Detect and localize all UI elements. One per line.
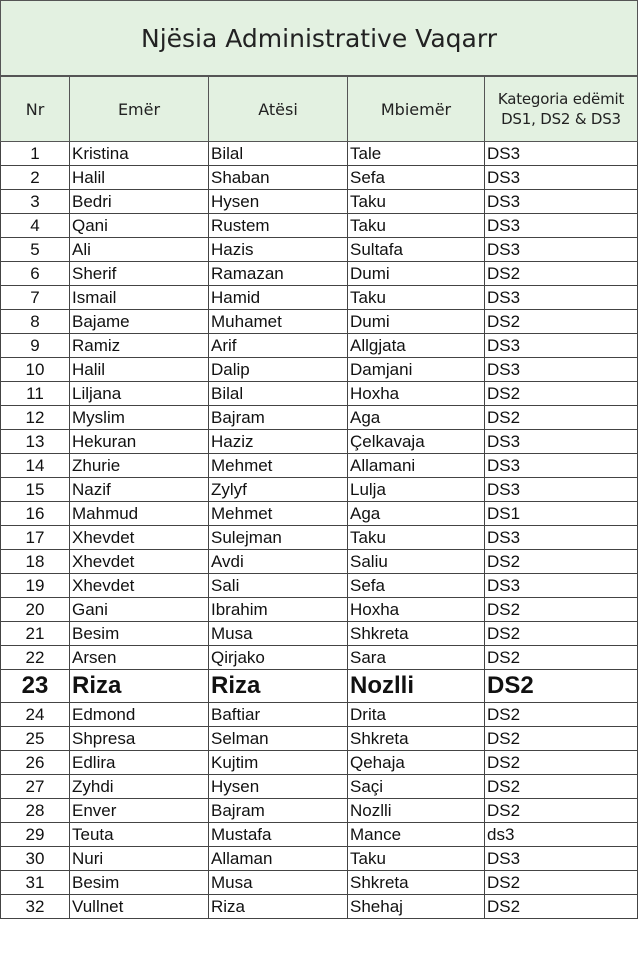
cell-emer: Halil [70, 166, 209, 190]
cell-atesi: Bilal [209, 142, 348, 166]
cell-kategoria: DS2 [485, 550, 638, 574]
cell-emer: Bajame [70, 310, 209, 334]
cell-nr: 19 [1, 574, 70, 598]
cell-nr: 29 [1, 823, 70, 847]
cell-kategoria: DS1 [485, 502, 638, 526]
cell-emer: Edlira [70, 751, 209, 775]
cell-kategoria: DS2 [485, 895, 638, 919]
cell-emer: Arsen [70, 646, 209, 670]
cell-nr: 8 [1, 310, 70, 334]
table-row [1, 430, 638, 454]
cell-mbiemer: Aga [348, 406, 485, 430]
table-row [1, 775, 638, 799]
cell-mbiemer: Sultafa [348, 238, 485, 262]
table-row [1, 799, 638, 823]
table-row [1, 214, 638, 238]
cell-mbiemer: Taku [348, 847, 485, 871]
table-row [1, 895, 638, 919]
table-row [1, 670, 638, 703]
header-emer: Emër [70, 77, 209, 142]
cell-atesi: Selman [209, 727, 348, 751]
table-row [1, 454, 638, 478]
cell-kategoria: DS2 [485, 310, 638, 334]
cell-nr: 4 [1, 214, 70, 238]
cell-kategoria: DS3 [485, 478, 638, 502]
cell-emer: Enver [70, 799, 209, 823]
cell-kategoria: DS3 [485, 166, 638, 190]
cell-atesi: Hysen [209, 775, 348, 799]
cell-nr: 16 [1, 502, 70, 526]
damage-table [0, 76, 638, 919]
cell-mbiemer: Sefa [348, 166, 485, 190]
cell-mbiemer: Drita [348, 703, 485, 727]
header-row [1, 77, 638, 142]
table-row [1, 166, 638, 190]
header-kategoria-line1: Kategoria edëmit [497, 90, 625, 108]
cell-atesi: Bilal [209, 382, 348, 406]
cell-kategoria: DS3 [485, 430, 638, 454]
cell-emer: Bedri [70, 190, 209, 214]
cell-nr: 1 [1, 142, 70, 166]
table-row [1, 238, 638, 262]
cell-mbiemer: Shkreta [348, 727, 485, 751]
cell-mbiemer: Taku [348, 190, 485, 214]
cell-nr: 27 [1, 775, 70, 799]
cell-nr: 28 [1, 799, 70, 823]
cell-emer: Halil [70, 358, 209, 382]
cell-emer: Ismail [70, 286, 209, 310]
cell-mbiemer: Shkreta [348, 622, 485, 646]
cell-atesi: Sali [209, 574, 348, 598]
cell-kategoria: DS2 [485, 751, 638, 775]
table-row [1, 646, 638, 670]
table-row [1, 751, 638, 775]
cell-atesi: Baftiar [209, 703, 348, 727]
cell-emer: Vullnet [70, 895, 209, 919]
cell-emer: Hekuran [70, 430, 209, 454]
cell-kategoria: DS2 [485, 799, 638, 823]
cell-mbiemer: Shkreta [348, 871, 485, 895]
cell-kategoria: DS3 [485, 334, 638, 358]
cell-atesi: Arif [209, 334, 348, 358]
cell-atesi: Musa [209, 871, 348, 895]
cell-nr: 32 [1, 895, 70, 919]
cell-nr: 30 [1, 847, 70, 871]
cell-nr: 10 [1, 358, 70, 382]
cell-emer: Ramiz [70, 334, 209, 358]
cell-kategoria: DS2 [485, 262, 638, 286]
cell-nr: 25 [1, 727, 70, 751]
cell-mbiemer: Nozlli [348, 670, 485, 703]
cell-emer: Nazif [70, 478, 209, 502]
cell-emer: Kristina [70, 142, 209, 166]
cell-atesi: Riza [209, 895, 348, 919]
cell-atesi: Kujtim [209, 751, 348, 775]
table-row [1, 526, 638, 550]
table-row [1, 574, 638, 598]
cell-emer: Sherif [70, 262, 209, 286]
table-row [1, 190, 638, 214]
table-row [1, 358, 638, 382]
cell-emer: Myslim [70, 406, 209, 430]
cell-nr: 31 [1, 871, 70, 895]
cell-emer: Xhevdet [70, 550, 209, 574]
table-row [1, 334, 638, 358]
table-row [1, 550, 638, 574]
cell-kategoria: DS3 [485, 286, 638, 310]
cell-kategoria: DS3 [485, 574, 638, 598]
cell-atesi: Mustafa [209, 823, 348, 847]
table-row [1, 871, 638, 895]
cell-kategoria: DS2 [485, 622, 638, 646]
cell-emer: Zyhdi [70, 775, 209, 799]
cell-atesi: Mehmet [209, 502, 348, 526]
table-row [1, 142, 638, 166]
header-atesi: Atësi [209, 77, 348, 142]
cell-kategoria: DS2 [485, 382, 638, 406]
cell-mbiemer: Saçi [348, 775, 485, 799]
cell-mbiemer: Taku [348, 526, 485, 550]
cell-mbiemer: Qehaja [348, 751, 485, 775]
cell-atesi: Shaban [209, 166, 348, 190]
cell-emer: Besim [70, 622, 209, 646]
cell-mbiemer: Damjani [348, 358, 485, 382]
cell-kategoria: DS3 [485, 190, 638, 214]
cell-kategoria: DS2 [485, 727, 638, 751]
cell-emer: Ali [70, 238, 209, 262]
table-row [1, 847, 638, 871]
cell-atesi: Bajram [209, 799, 348, 823]
cell-atesi: Avdi [209, 550, 348, 574]
cell-mbiemer: Taku [348, 214, 485, 238]
cell-atesi: Ibrahim [209, 598, 348, 622]
cell-emer: Xhevdet [70, 526, 209, 550]
cell-mbiemer: Çelkavaja [348, 430, 485, 454]
cell-kategoria: DS2 [485, 775, 638, 799]
cell-kategoria: DS3 [485, 847, 638, 871]
cell-nr: 5 [1, 238, 70, 262]
cell-atesi: Muhamet [209, 310, 348, 334]
table-row [1, 286, 638, 310]
cell-nr: 3 [1, 190, 70, 214]
cell-mbiemer: Allamani [348, 454, 485, 478]
table-row [1, 598, 638, 622]
cell-mbiemer: Sefa [348, 574, 485, 598]
cell-mbiemer: Tale [348, 142, 485, 166]
cell-atesi: Ramazan [209, 262, 348, 286]
table-row [1, 622, 638, 646]
cell-nr: 6 [1, 262, 70, 286]
cell-emer: Mahmud [70, 502, 209, 526]
cell-nr: 18 [1, 550, 70, 574]
cell-emer: Shpresa [70, 727, 209, 751]
cell-nr: 9 [1, 334, 70, 358]
cell-nr: 12 [1, 406, 70, 430]
cell-kategoria: DS3 [485, 526, 638, 550]
cell-nr: 15 [1, 478, 70, 502]
cell-mbiemer: Dumi [348, 262, 485, 286]
cell-mbiemer: Allgjata [348, 334, 485, 358]
table-row [1, 382, 638, 406]
cell-nr: 7 [1, 286, 70, 310]
cell-mbiemer: Shehaj [348, 895, 485, 919]
cell-kategoria: DS3 [485, 214, 638, 238]
cell-atesi: Allaman [209, 847, 348, 871]
header-mbiemer: Mbiemër [348, 77, 485, 142]
cell-atesi: Riza [209, 670, 348, 703]
table-row [1, 478, 638, 502]
cell-atesi: Qirjako [209, 646, 348, 670]
cell-emer: Gani [70, 598, 209, 622]
cell-emer: Xhevdet [70, 574, 209, 598]
cell-atesi: Musa [209, 622, 348, 646]
cell-emer: Zhurie [70, 454, 209, 478]
cell-kategoria: DS2 [485, 646, 638, 670]
cell-kategoria: DS2 [485, 598, 638, 622]
table-row [1, 727, 638, 751]
cell-atesi: Sulejman [209, 526, 348, 550]
table-row [1, 502, 638, 526]
cell-mbiemer: Taku [348, 286, 485, 310]
cell-atesi: Dalip [209, 358, 348, 382]
cell-kategoria: ds3 [485, 823, 638, 847]
cell-atesi: Hazis [209, 238, 348, 262]
cell-nr: 13 [1, 430, 70, 454]
cell-mbiemer: Nozlli [348, 799, 485, 823]
cell-mbiemer: Dumi [348, 310, 485, 334]
sheet-title: Njësia Administrative Vaqarr [0, 0, 638, 76]
cell-kategoria: DS3 [485, 142, 638, 166]
cell-mbiemer: Lulja [348, 478, 485, 502]
cell-mbiemer: Saliu [348, 550, 485, 574]
cell-emer: Riza [70, 670, 209, 703]
cell-emer: Qani [70, 214, 209, 238]
cell-kategoria: DS2 [485, 871, 638, 895]
cell-emer: Besim [70, 871, 209, 895]
cell-nr: 11 [1, 382, 70, 406]
cell-kategoria: DS3 [485, 238, 638, 262]
cell-mbiemer: Mance [348, 823, 485, 847]
cell-kategoria: DS3 [485, 358, 638, 382]
header-nr: Nr [1, 77, 70, 142]
cell-mbiemer: Hoxha [348, 598, 485, 622]
cell-kategoria: DS2 [485, 703, 638, 727]
cell-kategoria: DS2 [485, 406, 638, 430]
table-row [1, 406, 638, 430]
cell-nr: 20 [1, 598, 70, 622]
cell-atesi: Zylyf [209, 478, 348, 502]
table-row [1, 310, 638, 334]
cell-atesi: Rustem [209, 214, 348, 238]
header-kategoria-line2: DS1, DS2 & DS3 [501, 110, 621, 128]
cell-nr: 26 [1, 751, 70, 775]
header-kategoria [485, 77, 638, 142]
cell-atesi: Haziz [209, 430, 348, 454]
cell-mbiemer: Aga [348, 502, 485, 526]
cell-emer: Teuta [70, 823, 209, 847]
cell-nr: 14 [1, 454, 70, 478]
cell-nr: 17 [1, 526, 70, 550]
cell-atesi: Mehmet [209, 454, 348, 478]
table-row [1, 703, 638, 727]
cell-kategoria: DS3 [485, 454, 638, 478]
cell-nr: 21 [1, 622, 70, 646]
cell-kategoria: DS2 [485, 670, 638, 703]
cell-mbiemer: Sara [348, 646, 485, 670]
cell-emer: Edmond [70, 703, 209, 727]
cell-nr: 22 [1, 646, 70, 670]
table-row [1, 262, 638, 286]
cell-atesi: Hamid [209, 286, 348, 310]
cell-mbiemer: Hoxha [348, 382, 485, 406]
cell-emer: Nuri [70, 847, 209, 871]
cell-nr: 23 [1, 670, 70, 703]
cell-atesi: Bajram [209, 406, 348, 430]
cell-emer: Liljana [70, 382, 209, 406]
cell-nr: 24 [1, 703, 70, 727]
table-row [1, 823, 638, 847]
cell-atesi: Hysen [209, 190, 348, 214]
cell-nr: 2 [1, 166, 70, 190]
